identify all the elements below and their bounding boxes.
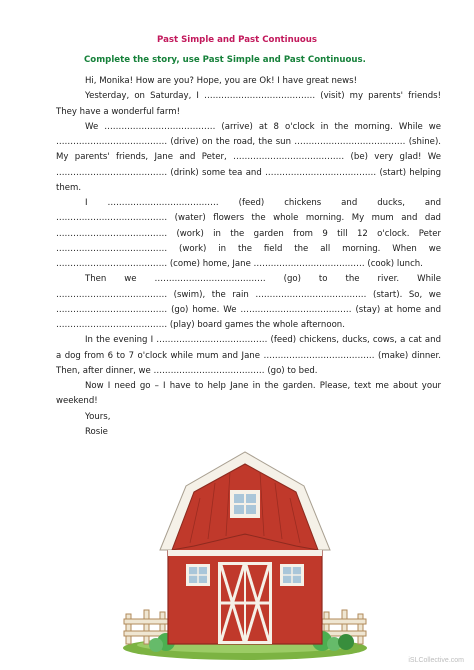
page-title: Past Simple and Past Continuous xyxy=(157,35,317,45)
story-paragraph-morning: I ………………………………… (feed) chickens and ducks, and ………………………………… (water) flowers the whole morning. My mum and dad ………………………………… (work) in the garden from 9 till 12 o'clock. Peter ………………………………… (work) in the field the all morning. When we ………………………………… (come) home, Jane ………………………………… (cook) lunch. xyxy=(56,198,441,269)
story-paragraph-greeting: Hi, Monika! How are you? Hope, you are Ok! I have great news! xyxy=(85,76,358,86)
sign-off-yours: Yours, xyxy=(85,411,111,422)
story-paragraph-afternoon: Then we ………………………………… (go) to the river. While ………………………………… (swim), the rain ………………………………… (start). So, we ………………………………… (go) home. We ………………………………… (stay) at home and ………………………………… (play) board games the whole afternoon. xyxy=(56,274,441,330)
instruction-text: Complete the story, use Past Simple and Past Continuous. xyxy=(84,55,366,65)
footer-watermark: iSLCollective.com xyxy=(408,657,464,664)
story-paragraph-arrival: We ………………………………… (arrive) at 8 o'clock in the morning. While we ………………………………… (drive) on the road, the sun ………………………………… (shine). My parents' friends, Jane and Peter, ………………………………… (be) very glad! We ………………………………… (drink) some tea and ………………………………… (start) helping them. xyxy=(56,121,441,193)
barn-building xyxy=(160,452,330,644)
story-text xyxy=(56,74,441,440)
story-paragraph-evening: In the evening I ………………………………… (feed) chickens, ducks, cows, a cat and a dog from 6 to 7 o'clock while mum and Jane ………………………………… (make) dinner. Then, after dinner, we ………………………………… (go) to bed. xyxy=(56,335,441,376)
barn-illustration xyxy=(120,438,370,663)
story-paragraph-closing: Now I need go – I have to help Jane in the garden. Please, text me about your weekend! xyxy=(56,381,441,407)
story-paragraph-visit: Yesterday, on Saturday, I ………………………………… (visit) my parents' friends! They have a wonderful farm! xyxy=(56,91,441,117)
sign-off-name: Rosie xyxy=(85,426,108,437)
